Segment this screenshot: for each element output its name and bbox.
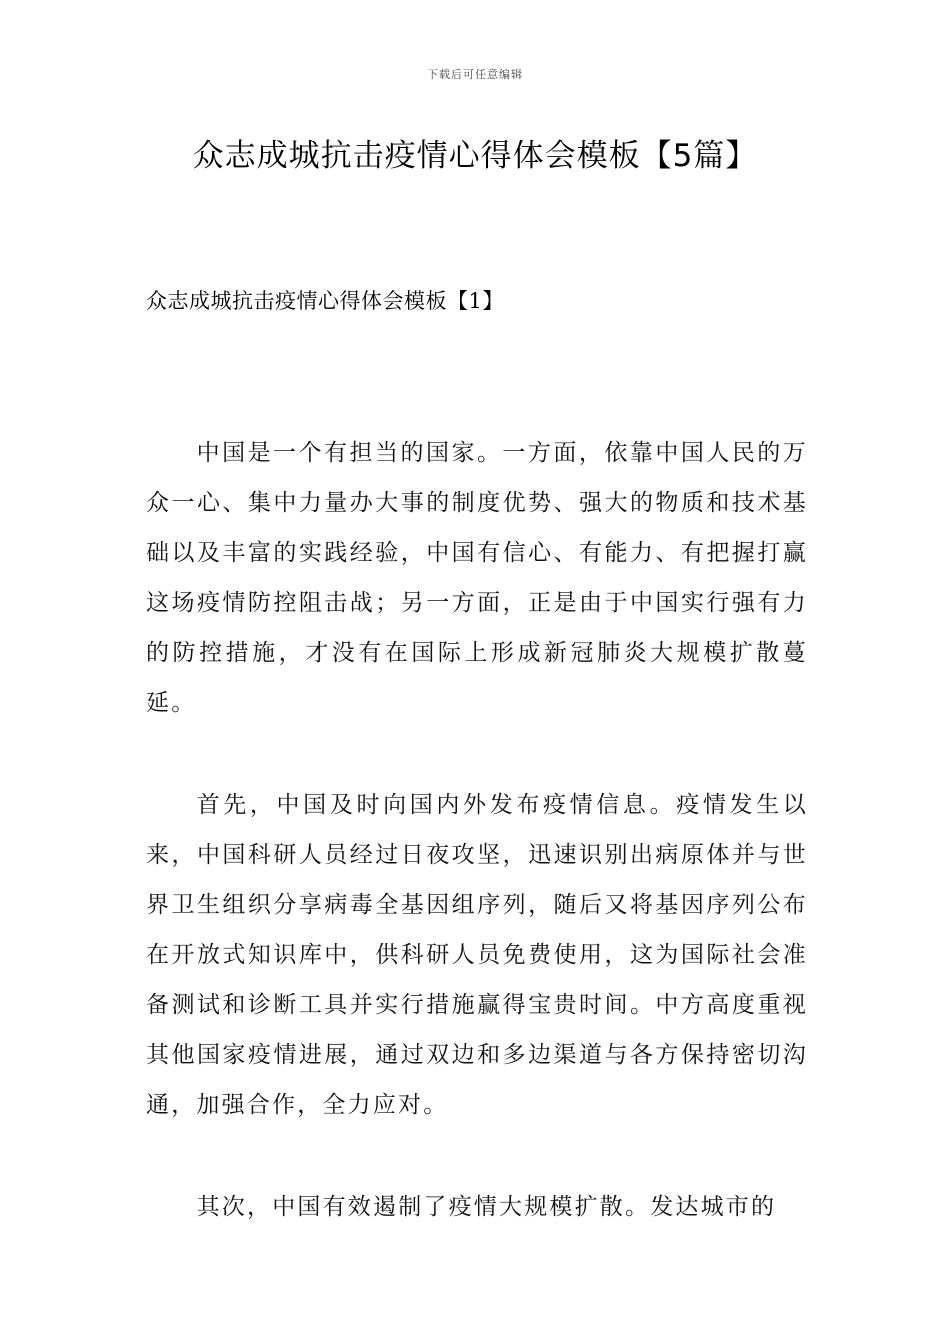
document-body (146, 428, 808, 1284)
document-title: 众志成城抗击疫情心得体会模板【5篇】 (192, 138, 758, 174)
section-heading: 众志成城抗击疫情心得体会模板【1】 (146, 289, 504, 313)
paragraph: 中国是一个有担当的国家。一方面，依靠中国人民的万众一心、集中力量办大事的制度优势、强大的物质和技术基础以及丰富的实践经验，中国有信心、有能力、有把握打赢这场疫情防控阻击战；另一方面，正是由于中国实行强有力的防控措施，才没有在国际上形成新冠肺炎大规模扩散蔓延。 (146, 440, 808, 716)
paragraph: 首先，中国及时向国内外发布疫情信息。疫情发生以来，中国科研人员经过日夜攻坚，迅速识别出病原体并与世界卫生组织分享病毒全基因组序列，随后又将基因序列公布在开放式知识库中，供科研人员免费使用，这为国际社会准备测试和诊断工具并实行措施赢得宝贵时间。中方高度重视其他国家疫情进展，通过双边和多边渠道与各方保持密切沟通，加强合作，全力应对。 (146, 792, 808, 1118)
paragraph: 其次，中国有效遏制了疫情大规模扩散。发达城市的 (196, 1194, 777, 1220)
header-note: 下载后可任意编辑 (427, 68, 523, 81)
